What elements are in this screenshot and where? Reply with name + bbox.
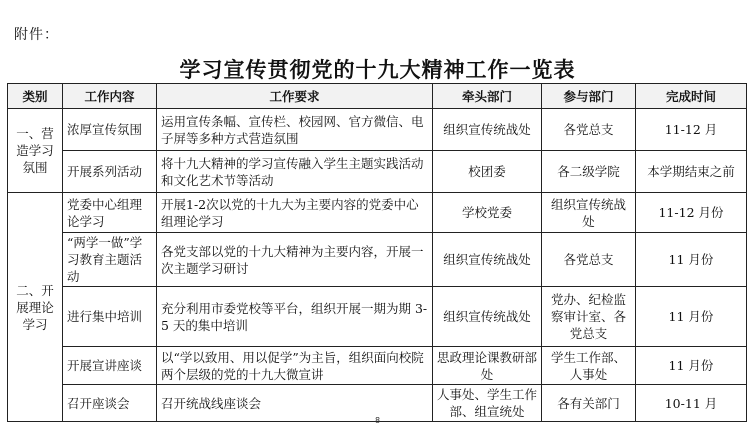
table-row	[8, 233, 747, 287]
content-cell: 开展系列活动	[63, 151, 157, 193]
participants-cell: 学生工作部、人事处	[542, 347, 636, 385]
lead-cell: 人事处、学生工作部、组宣统处	[433, 385, 542, 422]
requirement-cell: 充分利用市委党校等平台，组织开展一期为期 3-5 天的集中培训	[157, 287, 433, 347]
header-lead-department: 牵头部门	[433, 84, 542, 109]
work-table	[7, 83, 747, 422]
participants-cell: 各有关部门	[542, 385, 636, 422]
content-cell: 浓厚宣传氛围	[63, 109, 157, 151]
header-participants: 参与部门	[542, 84, 636, 109]
lead-cell: 思政理论课教研部处	[433, 347, 542, 385]
table-row	[8, 151, 747, 193]
table-row	[8, 287, 747, 347]
content-cell: 开展宣讲座谈	[63, 347, 157, 385]
category-cell: 二、开展理论学习	[8, 193, 63, 422]
table-row	[8, 347, 747, 385]
lead-cell: 组织宣传统战处	[433, 233, 542, 287]
content-cell: “两学一做”学习教育主题活动	[63, 233, 157, 287]
category-cell: 一、营造学习氛围	[8, 109, 63, 193]
content-cell: 党委中心组理论学习	[63, 193, 157, 233]
requirement-cell: 将十九大精神的学习宣传融入学生主题实践活动和文化艺术节等活动	[157, 151, 433, 193]
requirement-cell: 以“学以致用、用以促学”为主旨，组织面向校院两个层级的党的十九大微宣讲	[157, 347, 433, 385]
page-title: 学习宣传贯彻党的十九大精神工作一览表	[179, 57, 576, 82]
time-cell: 11-12 月	[636, 109, 747, 151]
participants-cell: 各二级学院	[542, 151, 636, 193]
time-cell: 本学期结束之前	[636, 151, 747, 193]
participants-cell: 党办、纪检监察审计室、各党总支	[542, 287, 636, 347]
content-cell: 召开座谈会	[63, 385, 157, 422]
lead-cell: 校团委	[433, 151, 542, 193]
page-number: 8	[374, 416, 381, 425]
header-category: 类别	[8, 84, 63, 109]
table-header-row	[8, 84, 747, 109]
time-cell: 11 月份	[636, 287, 747, 347]
content-cell: 进行集中培训	[63, 287, 157, 347]
requirement-cell: 各党支部以党的十九大精神为主要内容，开展一次主题学习研讨	[157, 233, 433, 287]
attachment-label: 附件：	[14, 27, 59, 43]
participants-cell: 各党总支	[542, 233, 636, 287]
participants-cell: 组织宣传统战处	[542, 193, 636, 233]
time-cell: 11 月份	[636, 233, 747, 287]
time-cell: 11-12 月份	[636, 193, 747, 233]
table-row	[8, 109, 747, 151]
requirement-cell: 开展1-2次以党的十九大为主要内容的党委中心组理论学习	[157, 193, 433, 233]
table-row	[8, 193, 747, 233]
lead-cell: 学校党委	[433, 193, 542, 233]
requirement-cell: 运用宣传条幅、宣传栏、校园网、官方微信、电子屏等多种方式营造氛围	[157, 109, 433, 151]
participants-cell: 各党总支	[542, 109, 636, 151]
requirement-cell: 召开统战线座谈会	[157, 385, 433, 422]
lead-cell: 组织宣传统战处	[433, 287, 542, 347]
lead-cell: 组织宣传统战处	[433, 109, 542, 151]
time-cell: 10-11 月	[636, 385, 747, 422]
header-completion-time: 完成时间	[636, 84, 747, 109]
header-content: 工作内容	[63, 84, 157, 109]
time-cell: 11 月份	[636, 347, 747, 385]
header-requirement: 工作要求	[157, 84, 433, 109]
